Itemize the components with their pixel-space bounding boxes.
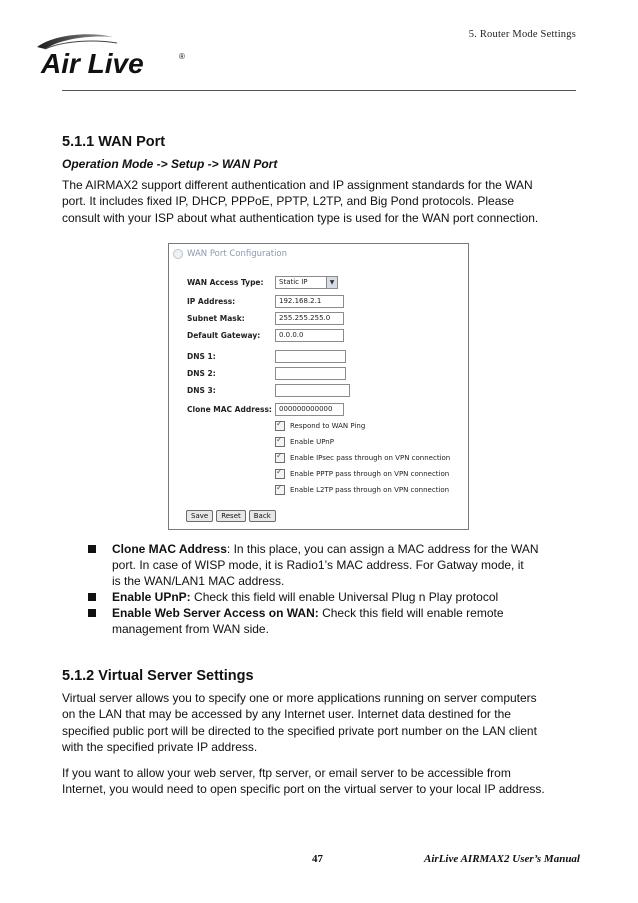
panel-title-icon: [173, 249, 183, 259]
clone-mac-input[interactable]: 000000000000: [275, 403, 344, 416]
field-dns1: [187, 349, 275, 363]
bullet-text: Check this field will enable Universal Plug n Play protocol: [190, 590, 499, 604]
checkbox-box[interactable]: [275, 469, 285, 479]
checkbox-l2tp-passthrough[interactable]: [275, 484, 449, 496]
checkbox-pptp-passthrough[interactable]: [275, 468, 449, 480]
checkbox-ipsec-passthrough[interactable]: [275, 452, 450, 464]
para-line: port. It includes fixed IP, DHCP, PPPoE, PPTP, L2TP, and Big Pond protocols. Please: [62, 194, 515, 209]
bullet-square-icon: [88, 609, 96, 617]
dns2-input[interactable]: [275, 367, 346, 380]
checkbox-label: Enable UPnP: [290, 438, 334, 446]
wan-port-config-panel: [168, 243, 469, 530]
feature-bullet-list: [88, 541, 580, 637]
field-wan-access-type: [187, 275, 275, 289]
dns3-input[interactable]: [275, 384, 350, 397]
para-line: If you want to allow your web server, ftp server, or email server to be accessible from: [62, 766, 511, 780]
logo-text: Air Live: [41, 48, 144, 79]
para-line: on the LAN that may be accessed by any Internet user. Internet data destined for the: [62, 707, 511, 722]
dns1-input[interactable]: [275, 350, 346, 363]
select-value: Static IP: [279, 278, 308, 286]
field-label: WAN Access Type:: [187, 277, 264, 287]
field-clone-mac: [187, 402, 275, 416]
para-line: The AIRMAX2 support different authentication and IP assignment standards for the WAN: [62, 178, 533, 192]
panel-title-text: WAN Port Configuration: [187, 249, 288, 259]
checkbox-respond-wan-ping[interactable]: [275, 420, 365, 432]
bullet-text: Check this field will enable remote: [318, 606, 504, 620]
save-button[interactable]: Save: [186, 510, 213, 522]
logo-registered: ®: [179, 52, 185, 61]
checkbox-enable-upnp[interactable]: [275, 436, 334, 448]
footer-manual-title: AirLive AIRMAX2 User’s Manual: [424, 853, 580, 865]
para-line: consult with your ISP about what authentication type is used for the WAN port connection.: [62, 210, 539, 225]
panel-title: [173, 249, 287, 259]
section-512-title: 5.1.2 Virtual Server Settings: [62, 668, 254, 684]
default-gateway-input[interactable]: 0.0.0.0: [275, 329, 344, 342]
section-511-subtitle: Operation Mode -> Setup -> WAN Port: [62, 157, 278, 171]
para-line: specified public port will be directed to the specified private port number on the LAN client: [62, 723, 537, 738]
field-dns2: [187, 366, 275, 380]
field-label: IP Address:: [187, 296, 236, 306]
bullet-text: is the WAN/LAN1 MAC address.: [112, 574, 285, 588]
field-default-gateway: [187, 328, 275, 342]
checkbox-label: Enable IPsec pass through on VPN connection: [290, 454, 451, 462]
bullet-web-server-access: [88, 605, 580, 637]
bullet-text: management from WAN side.: [112, 622, 269, 636]
section-511-paragraph: [62, 177, 577, 226]
bullet-enable-upnp: [88, 589, 580, 605]
bullet-square-icon: [88, 545, 96, 553]
button-row: [186, 510, 276, 522]
checkbox-label: Respond to WAN Ping: [290, 422, 366, 430]
section-511-title: 5.1.1 WAN Port: [62, 134, 166, 150]
reset-button[interactable]: Reset: [216, 510, 246, 522]
section-512-paragraph-1: [62, 690, 577, 756]
bullet-term: Enable Web Server Access on WAN:: [112, 606, 319, 620]
airlive-logo: [33, 29, 193, 81]
checkbox-box[interactable]: [275, 485, 285, 495]
bullet-text: : In this place, you can assign a MAC address for the WAN: [226, 542, 539, 556]
checkbox-label: Enable L2TP pass through on VPN connection: [290, 486, 450, 494]
checkbox-label: Enable PPTP pass through on VPN connection: [290, 470, 450, 478]
back-button[interactable]: Back: [249, 510, 276, 522]
field-label: DNS 2:: [187, 368, 216, 378]
section-512-paragraph-2: [62, 765, 577, 798]
page-number: 47: [312, 853, 323, 865]
ip-address-input[interactable]: 192.168.2.1: [275, 295, 344, 308]
checkbox-box[interactable]: [275, 453, 285, 463]
header-rule: [62, 90, 576, 91]
bullet-clone-mac: [88, 541, 580, 589]
field-label: Clone MAC Address:: [187, 404, 272, 414]
wan-access-type-select[interactable]: [275, 276, 338, 289]
field-dns3: [187, 383, 275, 397]
bullet-text: port. In case of WISP mode, it is Radio1’s MAC address. For Gatway mode, it: [112, 558, 524, 572]
bullet-term: Enable UPnP:: [112, 590, 191, 604]
para-line: Virtual server allows you to specify one or more applications running on server computers: [62, 691, 537, 705]
field-subnet-mask: [187, 311, 275, 325]
field-label: DNS 1:: [187, 351, 216, 361]
bullet-square-icon: [88, 593, 96, 601]
field-label: Default Gateway:: [187, 330, 261, 340]
field-label: DNS 3:: [187, 385, 216, 395]
chevron-down-icon: ▼: [326, 277, 337, 288]
para-line: Internet, you would need to open specific port on the virtual server to your local IP address.: [62, 782, 545, 797]
header-section-title: 5. Router Mode Settings: [468, 29, 576, 40]
para-line: with the specified private IP address.: [62, 740, 258, 755]
bullet-term: Clone MAC Address: [112, 542, 227, 556]
field-ip-address: [187, 294, 275, 308]
subnet-mask-input[interactable]: 255.255.255.0: [275, 312, 344, 325]
field-label: Subnet Mask:: [187, 313, 245, 323]
checkbox-box[interactable]: [275, 437, 285, 447]
checkbox-box[interactable]: [275, 421, 285, 431]
